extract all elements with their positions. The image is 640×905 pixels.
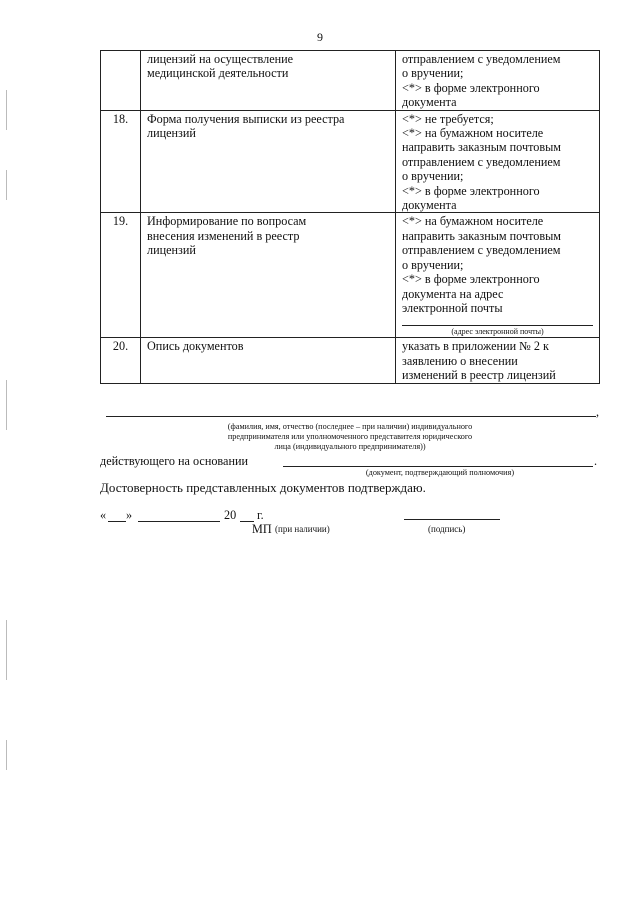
fio-caption-line: предпринимателя или уполномоченного представителя юридического [227, 432, 473, 441]
row-name-line: Опись документов [147, 339, 244, 354]
row-value-line: <*> в форме электронного [402, 272, 540, 287]
row-value-line: документа [402, 95, 457, 110]
row-value-line: отправлением с уведомлением [402, 52, 561, 66]
row-number: 18. [101, 110, 141, 213]
row-name-cell [141, 213, 396, 338]
row-value-cell [396, 51, 600, 111]
date-close-quote: » [126, 508, 133, 522]
fio-caption-line: лица (индивидуального предпринимателя)) [274, 442, 426, 451]
basis-line [283, 466, 593, 467]
row-value-line: отправлением с уведомлением [402, 154, 561, 169]
date-year-prefix: 20 [224, 508, 237, 522]
row-value-line: направить заказным почтовым [402, 140, 562, 155]
signature-line [404, 519, 500, 520]
basis-end: . [594, 454, 598, 468]
fio-caption [150, 422, 550, 452]
date-day-line [108, 521, 126, 522]
page-number: 9 [317, 30, 323, 44]
row-name-line: лицензий на осуществление [147, 52, 294, 66]
date-year-suffix: г. [257, 508, 264, 522]
row-value-line: направить заказным почтовым [402, 228, 562, 243]
stamp-label: МП [252, 522, 272, 536]
row-value-line: указать в приложении № 2 к [402, 339, 549, 354]
row-value-line: изменений в реестр лицензий [402, 368, 556, 383]
email-field-caption: (адрес электронной почты) [402, 325, 593, 337]
row-name-line: медицинской деятельности [147, 66, 289, 81]
row-name-line: Форма получения выписки из реестра [147, 111, 345, 126]
date-month-line [138, 521, 220, 522]
application-table [100, 50, 600, 384]
row-value-line: документа [402, 198, 457, 213]
row-value-line: <*> на бумажном носителе [402, 126, 544, 141]
row-value-line: <*> в форме электронного [402, 183, 540, 198]
row-number [101, 51, 141, 111]
confirm-text: Достоверность представленных документов подтверждаю. [100, 480, 426, 495]
table-row [101, 110, 600, 213]
row-name-cell [141, 338, 396, 383]
row-value-line: отправлением с уведомлением [402, 243, 561, 258]
basis-label: действующего на основании [100, 454, 249, 468]
table-row [101, 213, 600, 338]
row-value-line: о вручении; [402, 66, 464, 81]
row-value-cell [396, 213, 600, 338]
row-name-cell [141, 51, 396, 111]
row-value-line: о вручении; [402, 257, 464, 272]
row-value-line: <*> не требуется; [402, 111, 494, 126]
table-row [101, 51, 600, 111]
row-value-cell [396, 338, 600, 383]
row-value-line: <*> на бумажном носителе [402, 214, 544, 229]
row-name-line: Информирование по вопросам [147, 214, 307, 229]
basis-caption: (документ, подтверждающий полномочия) [365, 468, 515, 477]
row-value-line: документа на адрес [402, 286, 504, 301]
table-row [101, 338, 600, 383]
row-value-line: электронной почты [402, 300, 503, 315]
signature-caption: (подпись) [428, 524, 466, 534]
row-name-line: лицензий [147, 243, 196, 258]
row-number: 19. [101, 213, 141, 338]
row-name-line: лицензий [147, 126, 196, 141]
row-value-line: о вручении; [402, 169, 464, 184]
row-value-line: заявлению о внесении [402, 353, 518, 368]
row-number: 20. [101, 338, 141, 383]
fio-trailing-comma: , [596, 405, 600, 419]
row-value-cell [396, 110, 600, 213]
row-name-line: внесения изменений в реестр [147, 228, 300, 243]
left-margin-scan-marks [6, 0, 7, 905]
row-value-line: <*> в форме электронного [402, 80, 540, 95]
stamp-note: (при наличии) [275, 524, 330, 534]
fio-caption-line: (фамилия, имя, отчество (последнее – при наличии) индивидуального [227, 422, 473, 431]
fio-line [106, 416, 596, 417]
row-name-cell [141, 110, 396, 213]
date-open-quote: « [100, 508, 107, 522]
